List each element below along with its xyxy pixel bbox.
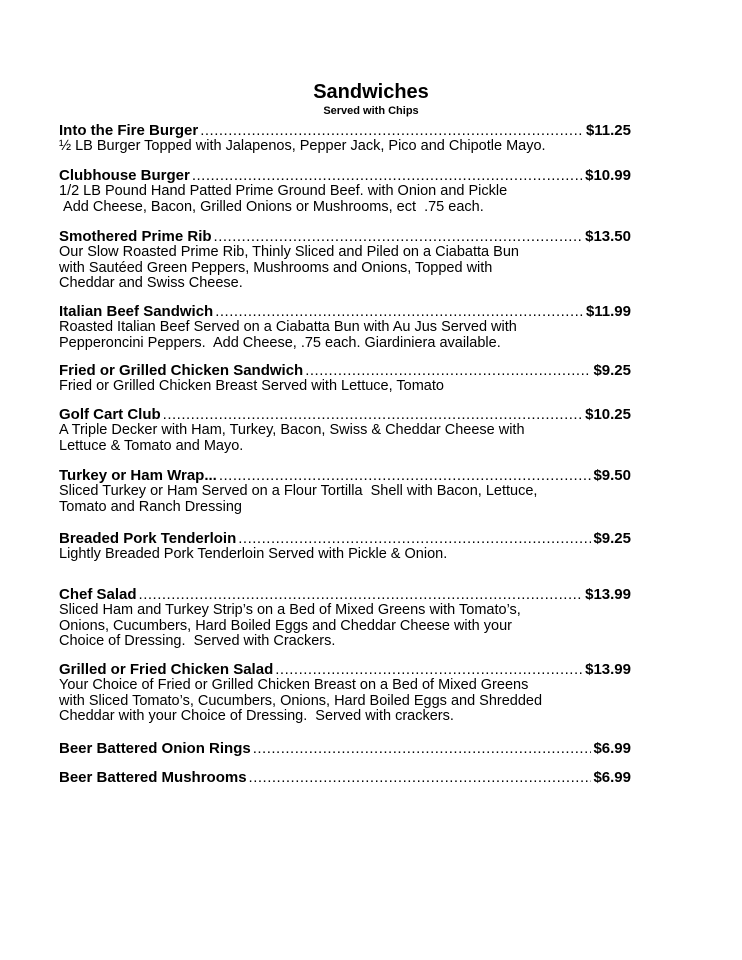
item-description: Your Choice of Fried or Grilled Chicken Breast on a Bed of Mixed Greens with Sliced Tomato’s, Cucumbers, Onions, Hard Boiled Eggs and Shredded Cheddar with your Choice of Dressing. Served with crackers. bbox=[59, 677, 543, 724]
dot-leader bbox=[219, 467, 592, 484]
menu-item-chef-salad bbox=[59, 586, 631, 650]
item-name: Fried or Grilled Chicken Sandwich bbox=[59, 362, 304, 379]
item-description: Roasted Italian Beef Served on a Ciabatta Bun with Au Jus Served with Pepperoncini Peppers. Add Cheese, .75 each. Giardiniera available. bbox=[59, 319, 517, 351]
item-price: $11.25 bbox=[585, 122, 631, 139]
menu-item-clubhouse-burger bbox=[59, 167, 631, 215]
item-price: $13.50 bbox=[585, 228, 631, 245]
item-price: $13.99 bbox=[585, 586, 631, 603]
item-name: Clubhouse Burger bbox=[59, 167, 190, 184]
item-name: Chef Salad bbox=[59, 586, 137, 603]
item-name: Smothered Prime Rib bbox=[59, 228, 212, 245]
menu-item-italian-beef-sandwich bbox=[59, 303, 631, 351]
item-description: Our Slow Roasted Prime Rib, Thinly Sliced and Piled on a Ciabatta Bun with Sautéed Green Peppers, Mushrooms and Onions, Topped with Cheddar and Swiss Cheese. bbox=[59, 244, 519, 291]
dot-leader bbox=[305, 362, 591, 379]
item-price: $6.99 bbox=[593, 740, 631, 757]
menu-item-mushrooms bbox=[59, 769, 631, 786]
menu-item-golf-cart-club bbox=[59, 406, 631, 454]
item-price: $11.99 bbox=[585, 303, 631, 320]
dot-leader bbox=[139, 586, 584, 603]
item-name: Beer Battered Onion Rings bbox=[59, 740, 251, 757]
item-name: Into the Fire Burger bbox=[59, 122, 199, 139]
menu-item-onion-rings bbox=[59, 740, 631, 757]
item-name: Grilled or Fried Chicken Salad bbox=[59, 661, 274, 678]
dot-leader bbox=[253, 740, 592, 757]
dot-leader bbox=[200, 122, 584, 139]
item-name: Italian Beef Sandwich bbox=[59, 303, 214, 320]
item-name: Beer Battered Mushrooms bbox=[59, 769, 247, 786]
dot-leader bbox=[275, 661, 583, 678]
item-description: Fried or Grilled Chicken Breast Served with Lettuce, Tomato bbox=[59, 378, 444, 394]
item-price: $10.99 bbox=[585, 167, 631, 184]
item-description: A Triple Decker with Ham, Turkey, Bacon, Swiss & Cheddar Cheese with Lettuce & Tomato and Mayo. bbox=[59, 422, 525, 454]
item-description: Lightly Breaded Pork Tenderloin Served with Pickle & Onion. bbox=[59, 546, 448, 562]
page-title: Sandwiches bbox=[313, 81, 429, 103]
page-subtitle: Served with Chips bbox=[323, 105, 419, 117]
item-description: Sliced Ham and Turkey Strip’s on a Bed of Mixed Greens with Tomato’s, Onions, Cucumbers, Hard Boiled Eggs and Cheddar Cheese with your Choice of Dressing. Served with Crackers. bbox=[59, 602, 521, 649]
dot-leader bbox=[238, 530, 591, 547]
item-name: Breaded Pork Tenderloin bbox=[59, 530, 237, 547]
item-name: Golf Cart Club bbox=[59, 406, 161, 423]
item-price: $9.25 bbox=[593, 362, 631, 379]
menu-item-chicken-sandwich bbox=[59, 362, 631, 395]
dot-leader bbox=[163, 406, 583, 423]
menu-item-turkey-or-ham-wrap bbox=[59, 467, 631, 515]
menu-item-chicken-salad bbox=[59, 661, 631, 725]
item-price: $9.50 bbox=[593, 467, 631, 484]
menu-item-breaded-pork-tenderloin bbox=[59, 530, 631, 563]
item-name: Turkey or Ham Wrap... bbox=[59, 467, 217, 484]
menu-item-into-the-fire-burger bbox=[59, 122, 631, 155]
dot-leader bbox=[214, 228, 584, 245]
dot-leader bbox=[192, 167, 583, 184]
item-description: 1/2 LB Pound Hand Patted Prime Ground Beef. with Onion and Pickle Add Cheese, Bacon, Grilled Onions or Mushrooms, ect .75 each. bbox=[59, 183, 508, 215]
item-price: $10.25 bbox=[585, 406, 631, 423]
dot-leader bbox=[249, 769, 592, 786]
item-price: $6.99 bbox=[593, 769, 631, 786]
menu-item-smothered-prime-rib bbox=[59, 228, 631, 292]
item-price: $13.99 bbox=[585, 661, 631, 678]
item-price: $9.25 bbox=[593, 530, 631, 547]
dot-leader bbox=[215, 303, 584, 320]
item-description: ½ LB Burger Topped with Jalapenos, Pepper Jack, Pico and Chipotle Mayo. bbox=[59, 138, 546, 154]
item-description: Sliced Turkey or Ham Served on a Flour Tortilla Shell with Bacon, Lettuce, Tomato and Ranch Dressing bbox=[59, 483, 538, 515]
